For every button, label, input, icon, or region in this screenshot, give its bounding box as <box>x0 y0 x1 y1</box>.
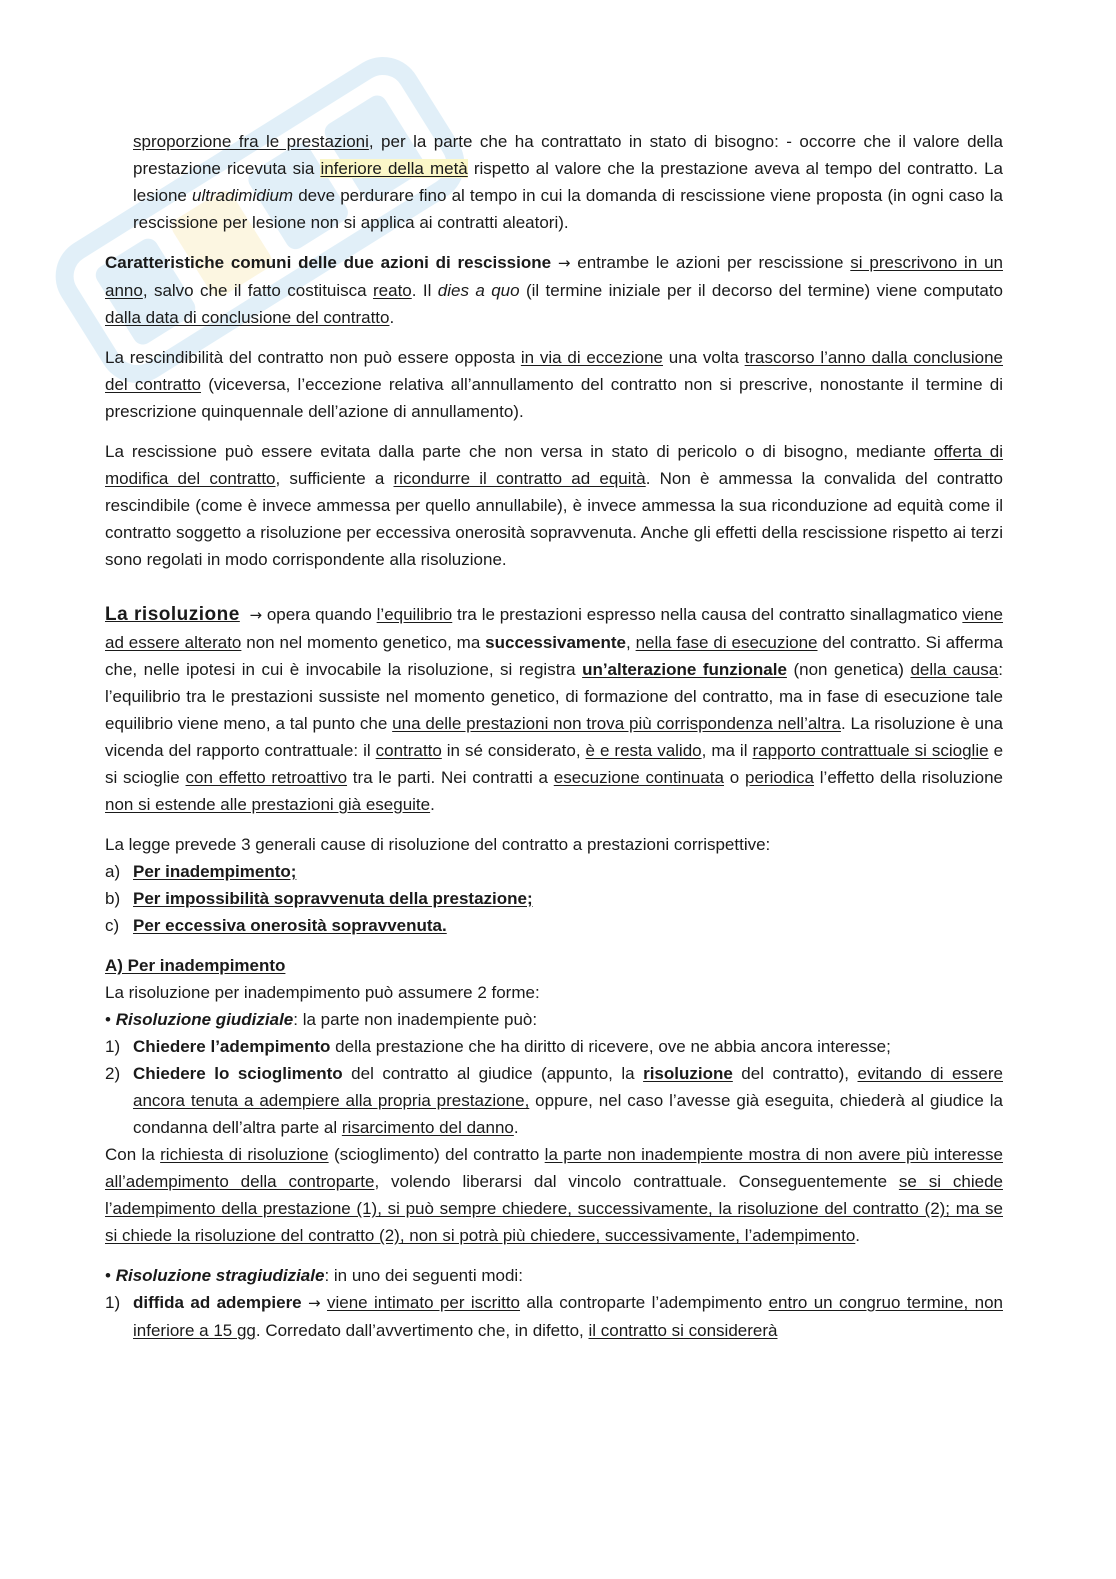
text-bold-underlined: un’alterazione funzionale <box>582 660 787 679</box>
text: (scioglimento) del contratto <box>328 1145 545 1164</box>
text: . <box>430 795 435 814</box>
section-intro: La risoluzione per inadempimento può assumere 2 forme: <box>105 983 540 1002</box>
list-text: Per inadempimento; <box>133 862 297 881</box>
text-bold: Chiedere lo scioglimento <box>133 1064 343 1083</box>
text-underlined: in via di eccezione <box>520 348 663 367</box>
text-underlined: con effetto retroattivo <box>185 768 348 787</box>
text-underlined: dalla data di conclusione del contratto <box>105 308 390 327</box>
text: . La risoluzione è una vicenda del rapporto contrattuale: il <box>105 714 1004 760</box>
list-marker: 1) <box>105 1037 121 1056</box>
document-page <box>105 128 1003 1344</box>
text: in sé considerato, <box>441 741 586 760</box>
list-item <box>105 858 1003 885</box>
text: una volta <box>662 348 745 367</box>
text-underlined: richiesta di risoluzione <box>160 1145 329 1164</box>
text-underlined: esecuzione continuata <box>553 768 724 787</box>
bullet-label: Risoluzione giudiziale <box>115 1010 294 1029</box>
text: . <box>513 1118 519 1137</box>
text-underlined: si prescrivono in un anno <box>105 253 1003 300</box>
arrow-right-icon: → <box>308 1294 321 1312</box>
text-bold-underlined: risoluzione <box>643 1064 733 1083</box>
paragraph-richiesta-risoluzione <box>105 1141 1003 1249</box>
list-item <box>105 885 1003 912</box>
text-underlined: la parte non inadempiente mostra di non avere più interesse all’adempimento della controparte <box>105 1145 1003 1191</box>
text-underlined: entro un congruo termine, non inferiore a 15 gg <box>133 1293 1003 1340</box>
text-underlined: periodica <box>745 768 814 787</box>
list-marker: 1) <box>105 1293 121 1312</box>
text: , salvo che il fatto costituisca <box>142 281 373 300</box>
text-underlined: è e resta valido <box>585 741 702 760</box>
list-text: Per eccessiva onerosità sopravvenuta. <box>133 916 447 935</box>
text-italic: dies a quo <box>437 281 520 300</box>
text: e si scioglie <box>105 741 1004 787</box>
text: tra le prestazioni espresso nella causa del contratto sinallagmatico <box>452 605 963 624</box>
text: , <box>625 633 636 652</box>
text: (non genetica) <box>786 660 911 679</box>
text: , sufficiente a <box>275 469 394 488</box>
text: opera quando <box>262 605 377 624</box>
text: . Non è ammessa la convalida del contratto rescindibile (come è invece ammessa per quello annullabile), è invece ammessa la sua riconduzione ad equità come il contratto soggetto a risoluzione per eccessiva onerosità sopravvenuta. Anche gli effetti della rescissione rispetto ai terzi sono regolati in modo corrispondente alla risoluzione. <box>105 469 1003 569</box>
text: del contratto. Si afferma che, nelle ipotesi in cui è invocabile la risoluzione, si registra <box>105 633 1003 679</box>
text: : in uno dei seguenti modi: <box>324 1266 523 1285</box>
text-underlined: trascorso l’anno dalla conclusione del contratto <box>105 348 1003 394</box>
text: . Corredato dall’avvertimento che, in difetto, <box>255 1321 589 1340</box>
text-underlined: risarcimento del danno <box>341 1118 514 1137</box>
text-bold: diffida ad adempiere <box>133 1293 302 1312</box>
paragraph-offerta-modifica <box>105 438 1003 573</box>
text: : la parte non inadempiente può: <box>293 1010 538 1029</box>
list-marker: 2) <box>105 1064 121 1083</box>
text-underlined: ricondurre il contratto ad equità <box>393 469 646 488</box>
text-underlined: se si chiede l’adempimento della prestazione (1), si può sempre chiedere, successivamente, la risoluzione del contratto (2); ma se si chiede la risoluzione del contratto (2), non si potrà più chiedere, successivamente, l’adempimento <box>105 1172 1003 1245</box>
text: oppure, nel caso l’avesse già eseguita, chiederà al giudice la condanna dell’altra parte al <box>133 1091 1003 1137</box>
text-underlined: sproporzione fra le prestazioni <box>133 132 369 151</box>
paragraph-risoluzione <box>105 601 1003 818</box>
bullet-stragiudiziale <box>105 1262 1003 1289</box>
text-underlined: viene ad essere alterato <box>105 605 1003 652</box>
text-underlined: della causa <box>910 660 999 679</box>
list-marker: a) <box>105 862 121 881</box>
text-underlined: contratto <box>375 741 442 760</box>
text: La rescissione può essere evitata dalla parte che non versa in stato di pericolo o di bisogno, mediante <box>105 442 934 461</box>
text-underlined: non si estende alle prestazioni già eseguite <box>105 795 431 814</box>
list-item <box>105 912 1003 939</box>
text-underlined: evitando di essere ancora tenuta a adempiere alla propria prestazione, <box>133 1064 1003 1110</box>
text-bold: successivamente <box>485 633 626 652</box>
list-item <box>105 1289 1003 1344</box>
text: (il termine iniziale per il decorso del termine) viene computato <box>519 281 1004 300</box>
text-underlined: offerta di <box>933 442 1003 461</box>
text: : l’equilibrio tra le prestazioni sussiste nel momento genetico, di formazione del contratto, ma in fase di esecuzione tale equilibrio viene meno, a tal punto che <box>105 660 1003 733</box>
text: del contratto), <box>732 1064 858 1083</box>
text: . <box>855 1226 861 1245</box>
text-underlined: rapporto contrattuale si scioglie <box>752 741 989 760</box>
list-text: Per impossibilità sopravvenuta della prestazione; <box>133 889 533 908</box>
text-underlined: il contratto si considererà <box>588 1321 778 1340</box>
text-highlighted: inferiore della metà <box>320 159 468 178</box>
paragraph-rescindibilita <box>105 344 1003 425</box>
text: deve perdurare fino al tempo in cui la domanda di rescissione viene proposta (in ogni caso la rescissione per lesione non si applica ai contratti aleatori). <box>133 186 1003 232</box>
text: La rescindibilità del contratto non può essere opposta <box>105 348 521 367</box>
list-item <box>105 1060 1003 1141</box>
text: della prestazione che ha diritto di ricevere, ove ne abbia ancora interesse; <box>330 1037 891 1056</box>
paragraph-lesione <box>105 128 1003 236</box>
section-heading: A) Per inadempimento <box>105 956 286 975</box>
text: l’effetto della risoluzione <box>814 768 1004 787</box>
text-bold: Chiedere l’adempimento <box>133 1037 331 1056</box>
causes-intro: La legge prevede 3 generali cause di risoluzione del contratto a prestazioni corrispettive: <box>105 835 771 854</box>
list-marker: b) <box>105 889 121 908</box>
text-underlined: reato <box>373 281 412 300</box>
list-marker: c) <box>105 916 120 935</box>
text: (viceversa, l’eccezione relativa all’annullamento del contratto non si prescrive, nonostante il termine di prescrizione quinquennale dell’azione di annullamento). <box>105 375 1003 421</box>
text: Con la <box>105 1145 161 1164</box>
text: del contratto al giudice (appunto, la <box>342 1064 644 1083</box>
text: o <box>723 768 745 787</box>
list-item <box>105 1033 1003 1060</box>
text-underlined: modifica del contratto <box>105 469 276 488</box>
text: , per la parte che ha contrattato in stato di bisogno: - occorre che il valore della prestazione ricevuta sia <box>133 132 1003 178</box>
text-italic: ultradimidium <box>192 186 294 205</box>
arrow-right-icon: → <box>249 606 263 624</box>
bullet-icon: • <box>105 1010 111 1029</box>
arrow-right-icon: → <box>557 254 571 272</box>
text: , ma il <box>701 741 753 760</box>
text: . <box>389 308 395 327</box>
bullet-giudiziale <box>105 1006 1003 1033</box>
text-bold: Caratteristiche comuni delle due azioni di rescissione <box>105 253 552 272</box>
bullet-label: Risoluzione stragiudiziale <box>115 1266 325 1285</box>
text-underlined: una delle prestazioni non trova più corrispondenza nell’altra <box>392 714 841 733</box>
section-title: La risoluzione <box>105 604 240 625</box>
text: . Il <box>411 281 438 300</box>
text: , volendo liberarsi dal vincolo contrattuale. Conseguentemente <box>374 1172 899 1191</box>
text-underlined: l’equilibrio <box>376 605 453 624</box>
text: tra le parti. Nei contratti a <box>347 768 554 787</box>
text-underlined: nella fase di esecuzione <box>635 633 818 652</box>
bullet-icon: • <box>105 1266 111 1285</box>
text: alla controparte l’adempimento <box>520 1293 769 1312</box>
text: non nel momento genetico, ma <box>241 633 486 652</box>
paragraph-caratteristiche <box>105 249 1003 331</box>
text: entrambe le azioni per rescissione <box>570 253 851 272</box>
text: rispetto al valore che la prestazione aveva al tempo del contratto. La lesione <box>133 159 1003 205</box>
text-underlined: viene intimato per iscritto <box>327 1293 521 1312</box>
